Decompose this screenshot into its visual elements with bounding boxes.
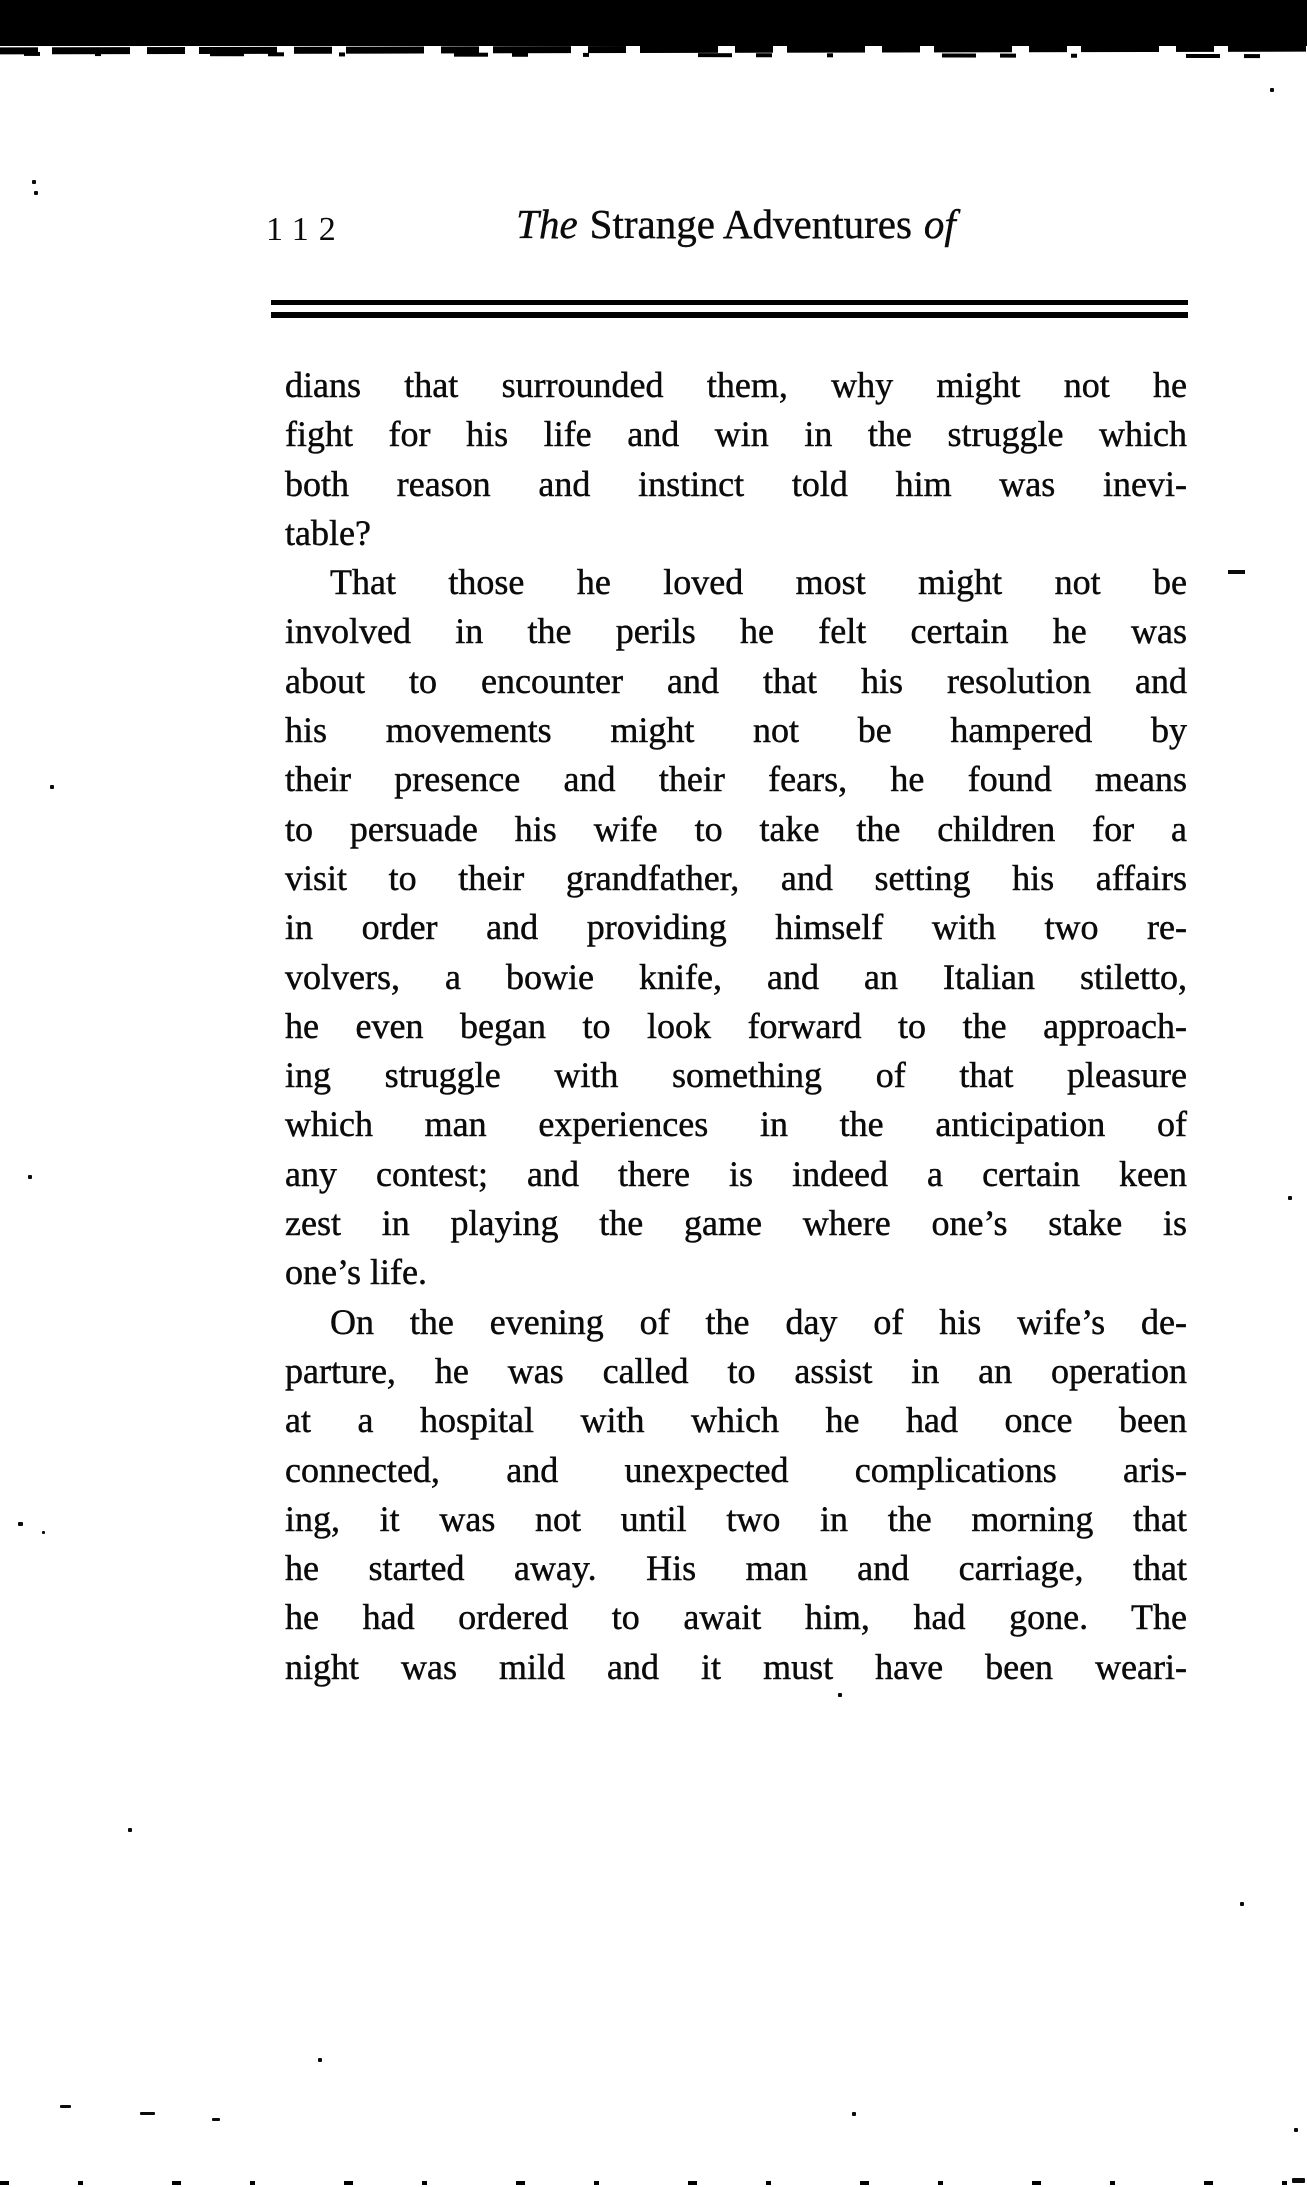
body-line: in order and providing himself with two re- xyxy=(285,907,1187,948)
scan-bottom-edge xyxy=(0,2181,1307,2185)
body-line: he started away. His man and carriage, that xyxy=(285,1548,1187,1589)
scan-speck xyxy=(34,191,38,195)
body-line: That those he loved most might not be xyxy=(330,562,1187,603)
body-line: both reason and instinct told him was inevi- xyxy=(285,463,1187,504)
scan-speck xyxy=(50,785,54,789)
scan-speck xyxy=(128,1828,132,1832)
scan-speck xyxy=(838,1693,842,1697)
body-line: about to encounter and that his resolution and xyxy=(285,660,1187,701)
scan-speck xyxy=(18,1522,23,1526)
scan-margin-dash xyxy=(1228,570,1245,574)
body-line: fight for his life and win in the struggle which xyxy=(285,414,1187,455)
body-line: ing struggle with something of that pleasure xyxy=(285,1055,1187,1096)
body-line: volvers, a bowie knife, and an Italian stiletto, xyxy=(285,956,1187,997)
body-line: his movements might not be hampered by xyxy=(285,710,1187,751)
scan-top-edge xyxy=(0,0,1307,46)
running-title-main: Strange Adventures xyxy=(589,201,912,247)
scan-speck xyxy=(1270,88,1274,92)
header-rule-top xyxy=(271,300,1188,305)
page-number: 112 xyxy=(266,211,346,248)
body-line: connected, and unexpected complications aris- xyxy=(285,1449,1187,1490)
running-title xyxy=(285,201,1187,247)
body-line: visit to their grandfather, and setting his affairs xyxy=(285,857,1187,898)
body-line: night was mild and it must have been weari- xyxy=(285,1646,1187,1687)
body-line: to persuade his wife to take the children for a xyxy=(285,808,1187,849)
body-line: he even began to look forward to the approach- xyxy=(285,1005,1187,1046)
scan-speck xyxy=(140,2112,155,2115)
body-line: dians that surrounded them, why might not he xyxy=(285,365,1187,405)
body-line: he had ordered to await him, had gone. The xyxy=(285,1597,1187,1638)
body-line: ing, it was not until two in the morning that xyxy=(285,1498,1187,1539)
body-line: zest in playing the game where one’s stake is xyxy=(285,1203,1187,1244)
scan-speck xyxy=(60,2105,71,2108)
body-line: parture, he was called to assist in an operation xyxy=(285,1350,1187,1391)
body-line: any contest; and there is indeed a certain keen xyxy=(285,1153,1187,1194)
body-line: their presence and their fears, he found means xyxy=(285,759,1187,800)
body-line: involved in the perils he felt certain he was xyxy=(285,611,1187,652)
running-title-of: of xyxy=(923,201,956,247)
body-text xyxy=(285,361,1187,1692)
body-line: table? xyxy=(285,512,371,553)
scan-speck xyxy=(32,180,36,184)
body-line: which man experiences in the anticipation of xyxy=(285,1104,1187,1145)
body-line: one’s life. xyxy=(285,1252,427,1293)
scan-speck xyxy=(1288,1196,1292,1200)
scan-speck xyxy=(852,2112,856,2116)
scan-speck xyxy=(42,1531,45,1534)
scan-speck xyxy=(28,1175,32,1179)
running-title-the: The xyxy=(516,201,578,247)
body-line: On the evening of the day of his wife’s de- xyxy=(330,1301,1187,1342)
body-line: at a hospital with which he had once been xyxy=(285,1400,1187,1441)
scan-speck xyxy=(212,2118,220,2121)
scan-speck xyxy=(1240,1902,1244,1906)
scan-speck xyxy=(1294,2128,1298,2132)
header-rule-bottom xyxy=(271,312,1188,318)
scan-speck xyxy=(318,2058,322,2062)
